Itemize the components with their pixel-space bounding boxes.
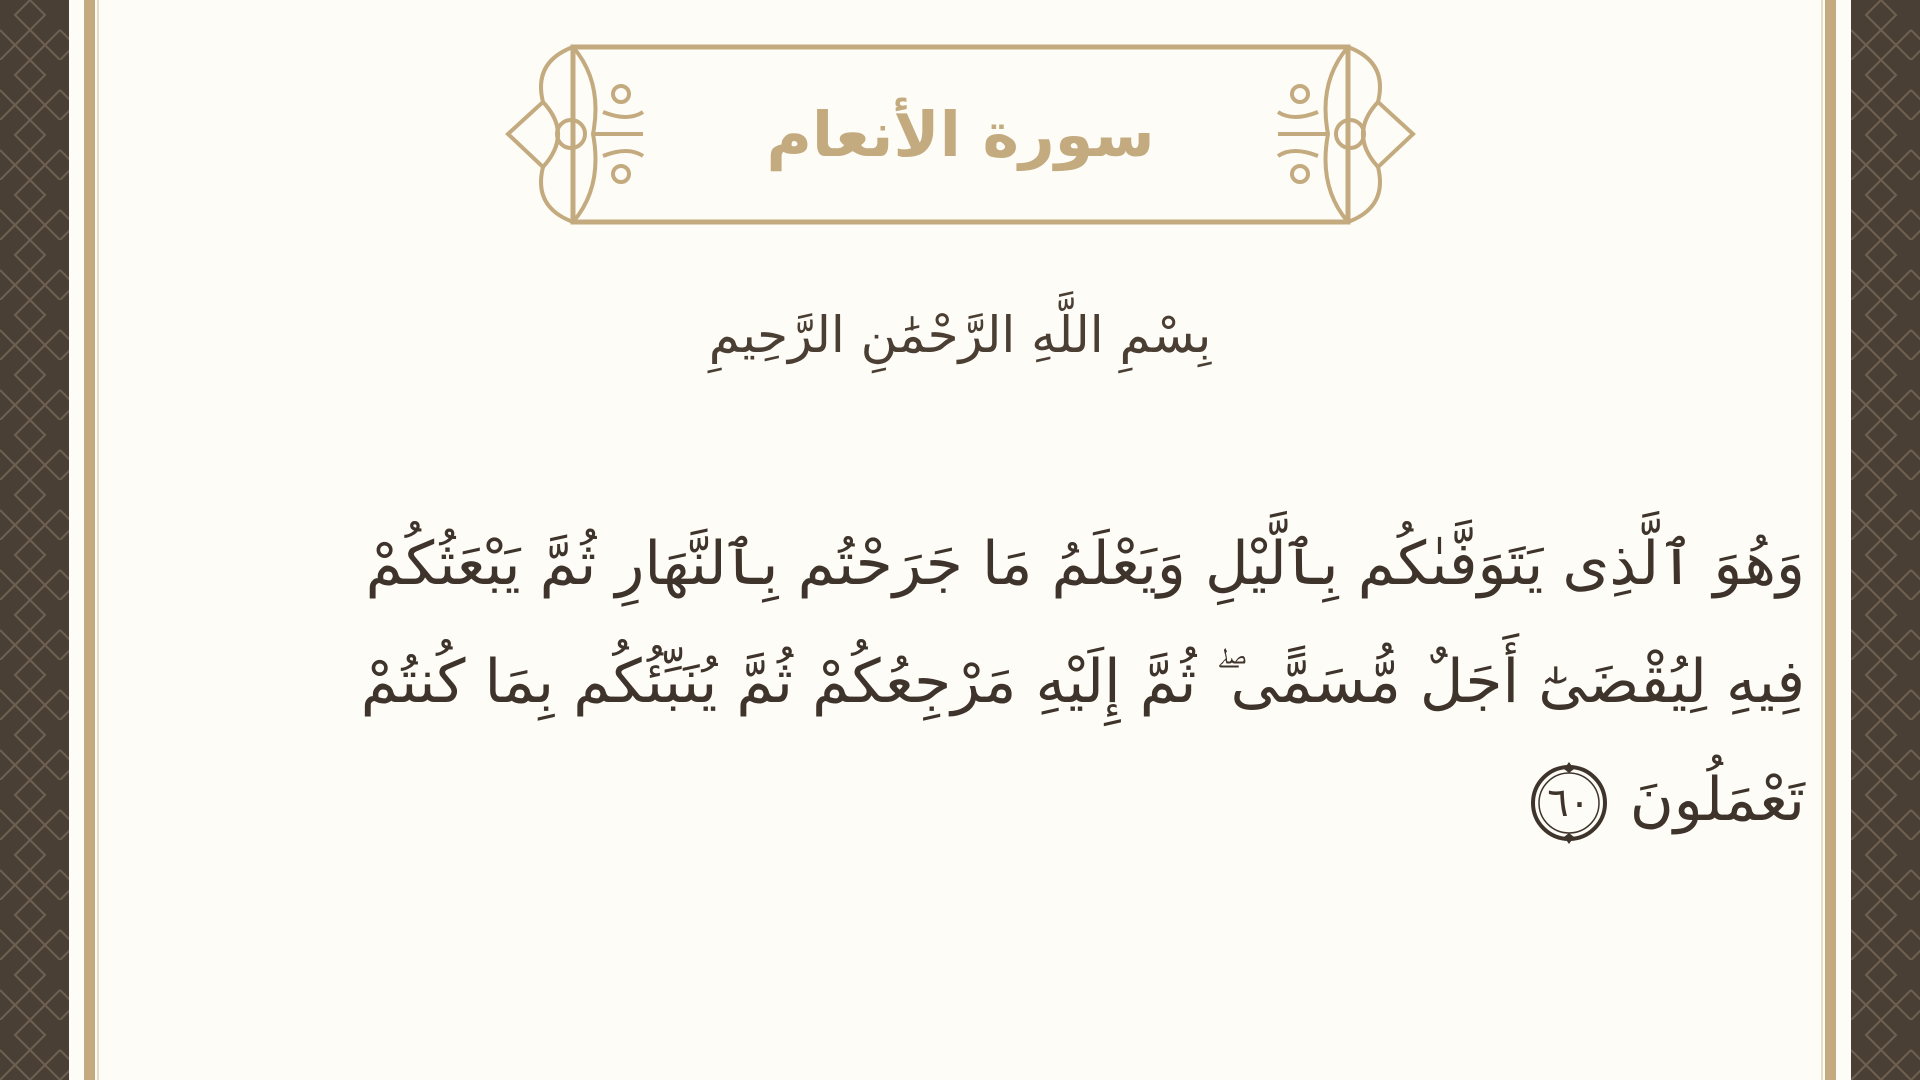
ayah-end-marker	[1526, 760, 1612, 846]
verse-line-3	[355, 741, 1805, 859]
right-inner-line	[1821, 0, 1823, 1080]
surah-header-frame	[503, 42, 1418, 227]
basmala: بِسْمِ اللَّهِ الرَّحْمَٰنِ الرَّحِيمِ	[708, 306, 1212, 364]
verse-line-1: وَهُوَ ٱلَّذِى يَتَوَفَّىٰكُم بِٱلَّيْلِ وَيَعْلَمُ مَا جَرَحْتُم بِٱلنَّهَارِ ثُمَّ يَبْعَثُكُمْ	[365, 529, 1805, 599]
right-gold-border	[1825, 0, 1836, 1080]
verse-line-3-text: تَعْمَلُونَ	[1629, 765, 1805, 835]
ayah-number: ٦٠	[1547, 780, 1591, 827]
left-decorative-pattern	[0, 0, 69, 1080]
right-decorative-pattern	[1851, 0, 1920, 1080]
left-gold-border	[84, 0, 95, 1080]
surah-title: سورة الأنعام	[766, 98, 1155, 171]
verse-line-2: فِيهِ لِيُقْضَىٰٓ أَجَلٌ مُّسَمًّى ۖ ثُمَّ إِلَيْهِ مَرْجِعُكُمْ ثُمَّ يُنَبِّئُكُم بِمَا كُنتُمْ	[360, 647, 1805, 717]
verse-text	[355, 505, 1805, 859]
left-inner-line	[97, 0, 99, 1080]
